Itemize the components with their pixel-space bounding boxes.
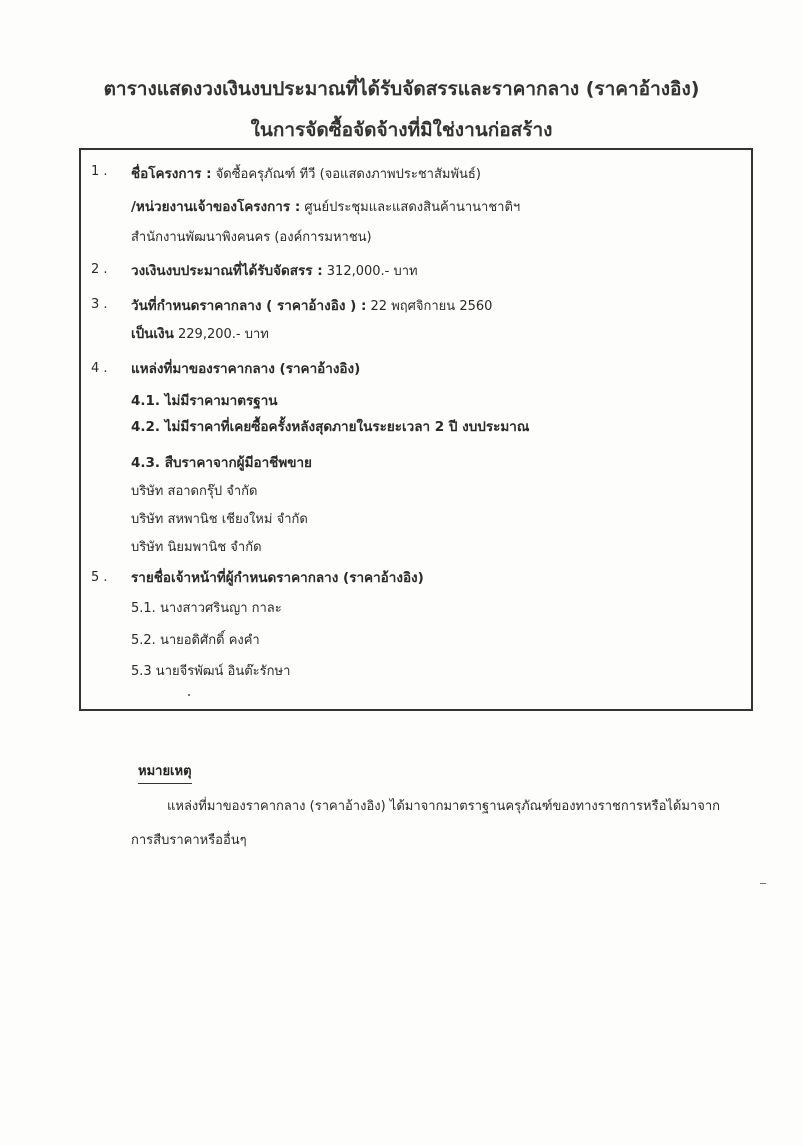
page-title: ตารางแสดงวงเงินงบประมาณที่ได้รับจัดสรรและราคากลาง (ราคาอ้างอิง) <box>103 78 700 100</box>
amount-row <box>131 322 269 344</box>
official-1: 5.1. นางสาวศรินญา กาละ <box>131 601 282 616</box>
scan-speck <box>188 694 190 696</box>
price-source-4-1: 4.1. ไม่มีราคามาตรฐาน <box>131 393 278 409</box>
official-3: 5.3 นายจีรพัฒน์ อินต๊ะรักษา <box>131 664 291 679</box>
reference-date-row <box>131 294 492 316</box>
project-name-value: จัดซื้อครุภัณฑ์ ทีวี (จอแสดงภาพประชาสัมพันธ์) <box>215 167 481 182</box>
item-2-number: 2 . <box>91 262 108 277</box>
project-name-label: ชื่อโครงการ : <box>131 166 212 182</box>
item-5-number: 5 . <box>91 570 108 585</box>
agency-value: ศูนย์ประชุมและแสดงสินค้านานาชาติฯ <box>304 200 521 215</box>
amount-value: 229,200.- บาท <box>178 327 269 342</box>
amount-label: เป็นเงิน <box>131 326 174 342</box>
company-1: บริษัท สอาดกรุ๊ป จำกัด <box>131 484 258 499</box>
budget-row <box>131 259 418 281</box>
company-3: บริษัท นิยมพานิช จำกัด <box>131 540 262 555</box>
company-2: บริษัท สหพานิช เชียงใหม่ จำกัด <box>131 512 308 527</box>
reference-date-label: วันที่กำหนดราคากลาง ( ราคาอ้างอิง ) : <box>131 298 367 314</box>
scan-speck <box>760 883 766 884</box>
price-source-heading: แหล่งที่มาของราคากลาง (ราคาอ้างอิง) <box>131 361 361 377</box>
price-source-4-2: 4.2. ไม่มีราคาที่เคยซื้อครั้งหลังสุดภายในระยะเวลา 2 ปี งบประมาณ <box>131 419 530 435</box>
note-heading: หมายเหตุ <box>138 760 192 784</box>
note-line-1: แหล่งที่มาของราคากลาง (ราคาอ้างอิง) ได้มาจากมาตราฐานครุภัณฑ์ของทางราชการหรือได้มาจาก <box>167 799 721 814</box>
reference-date-value: 22 พฤศจิกายน 2560 <box>370 299 493 314</box>
item-1-number: 1 . <box>91 164 108 179</box>
note-line-2: การสืบราคาหรืออื่นๆ <box>131 833 247 848</box>
price-source-4-3: 4.3. สืบราคาจากผู้มีอาชีพขาย <box>131 455 312 471</box>
official-2: 5.2. นายอดิศักดิ์ คงคำ <box>131 633 260 648</box>
agency-row <box>131 195 520 217</box>
page-subtitle: ในการจัดซื้อจัดจ้างที่มิใช่งานก่อสร้าง <box>250 119 553 141</box>
item-4-number: 4 . <box>91 361 108 376</box>
agency-label: /หน่วยงานเจ้าของโครงการ : <box>131 199 301 215</box>
project-name-row <box>131 162 481 184</box>
agency-line-2: สำนักงานพัฒนาพิงคนคร (องค์การมหาชน) <box>131 230 372 245</box>
budget-value: 312,000.- บาท <box>326 264 418 279</box>
officials-heading: รายชื่อเจ้าหน้าที่ผู้กำหนดราคากลาง (ราคาอ้างอิง) <box>131 570 424 586</box>
item-3-number: 3 . <box>91 297 108 312</box>
budget-label: วงเงินงบประมาณที่ได้รับจัดสรร : <box>131 263 323 279</box>
